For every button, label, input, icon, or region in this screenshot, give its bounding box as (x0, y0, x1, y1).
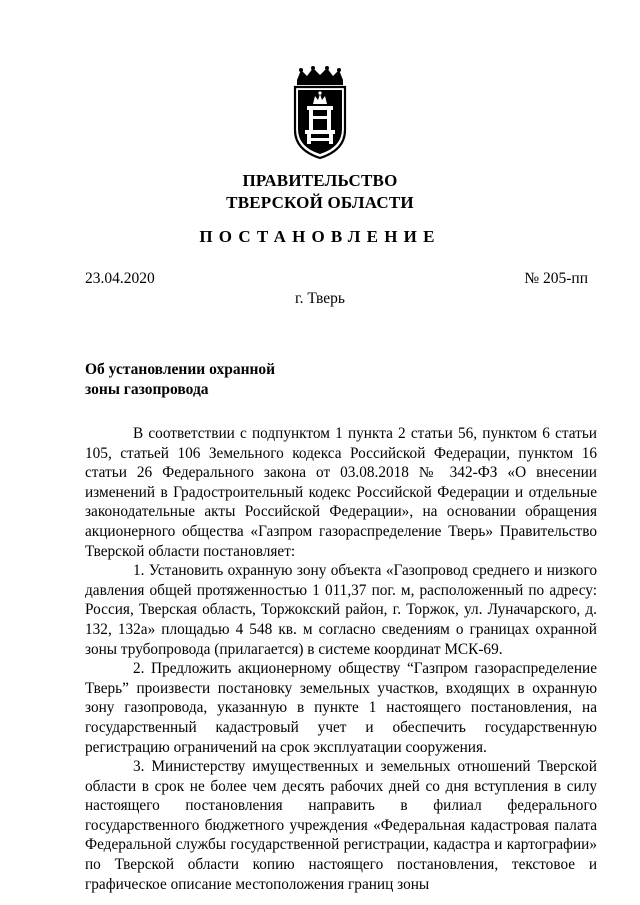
org-title-line1: ПРАВИТЕЛЬСТВО (242, 171, 398, 190)
document-body (85, 424, 597, 894)
item-2-paragraph: 2. Предложить акционерному обществу “Газпром газораспределение Тверь” произвести постановку земельных участков, входящих в охранную зону газопровода, указанную в пункте 1 настоящего постановления, на государственный кадастровый учет и обеспечить государственную регистрацию ограничений на срок эксплуатации сооружения. (85, 660, 597, 756)
document-city: г. Тверь (295, 290, 345, 307)
org-title-line2: ТВЕРСКОЙ ОБЛАСТИ (226, 193, 414, 212)
preamble-paragraph: В соответствии с подпунктом 1 пункта 2 статьи 56, пунктом 6 статьи 105, статьей 106 Земельного кодекса Российской Федерации, пунктом 16 статьи 26 Федерального закона от 03.08.2018 № 342-ФЗ «О внесении изменений в Градостроительный кодекс Российской Федерации и отдельные законодательные акты Российской Федерации», на основании обращения акционерного общества «Газпром газораспределение Тверь» Правительство Тверской области постановляет: (85, 425, 597, 560)
document-type-heading: ПОСТАНОВЛЕНИЕ (199, 227, 441, 246)
subject-line2: зоны газопровода (85, 381, 209, 398)
document-subject (85, 360, 275, 400)
document-number: № 205-пп (524, 270, 588, 287)
item-1-paragraph: 1. Установить охранную зону объекта «Газопровод среднего и низкого давления общей протяженностью 1 011,37 пог. м, расположенный по адресу: Россия, Тверская область, Торжокский район, г. Торжок, ул. Луначарского, д. 132, 132а» площадью 4 548 кв. м согласно сведениям о границах охранной зоны трубопровода (прилагается) в системе координат МСК-69. (85, 562, 597, 658)
tver-region-coat-of-arms-icon (289, 66, 351, 160)
subject-line1: Об установлении охранной (85, 361, 276, 378)
item-3-paragraph: 3. Министерству имущественных и земельных отношений Тверской области в срок не более чем десять рабочих дней со дня вступления в силу настоящего постановления направить в филиал федерального государственного бюджетного учреждения «Федеральная кадастровая палата Федеральной службы государственной регистрации, кадастра и картографии» по Тверской области копию настоящего постановления, текстовое и графическое описание местоположения границ зоны (85, 758, 597, 893)
document-date: 23.04.2020 (85, 270, 155, 287)
